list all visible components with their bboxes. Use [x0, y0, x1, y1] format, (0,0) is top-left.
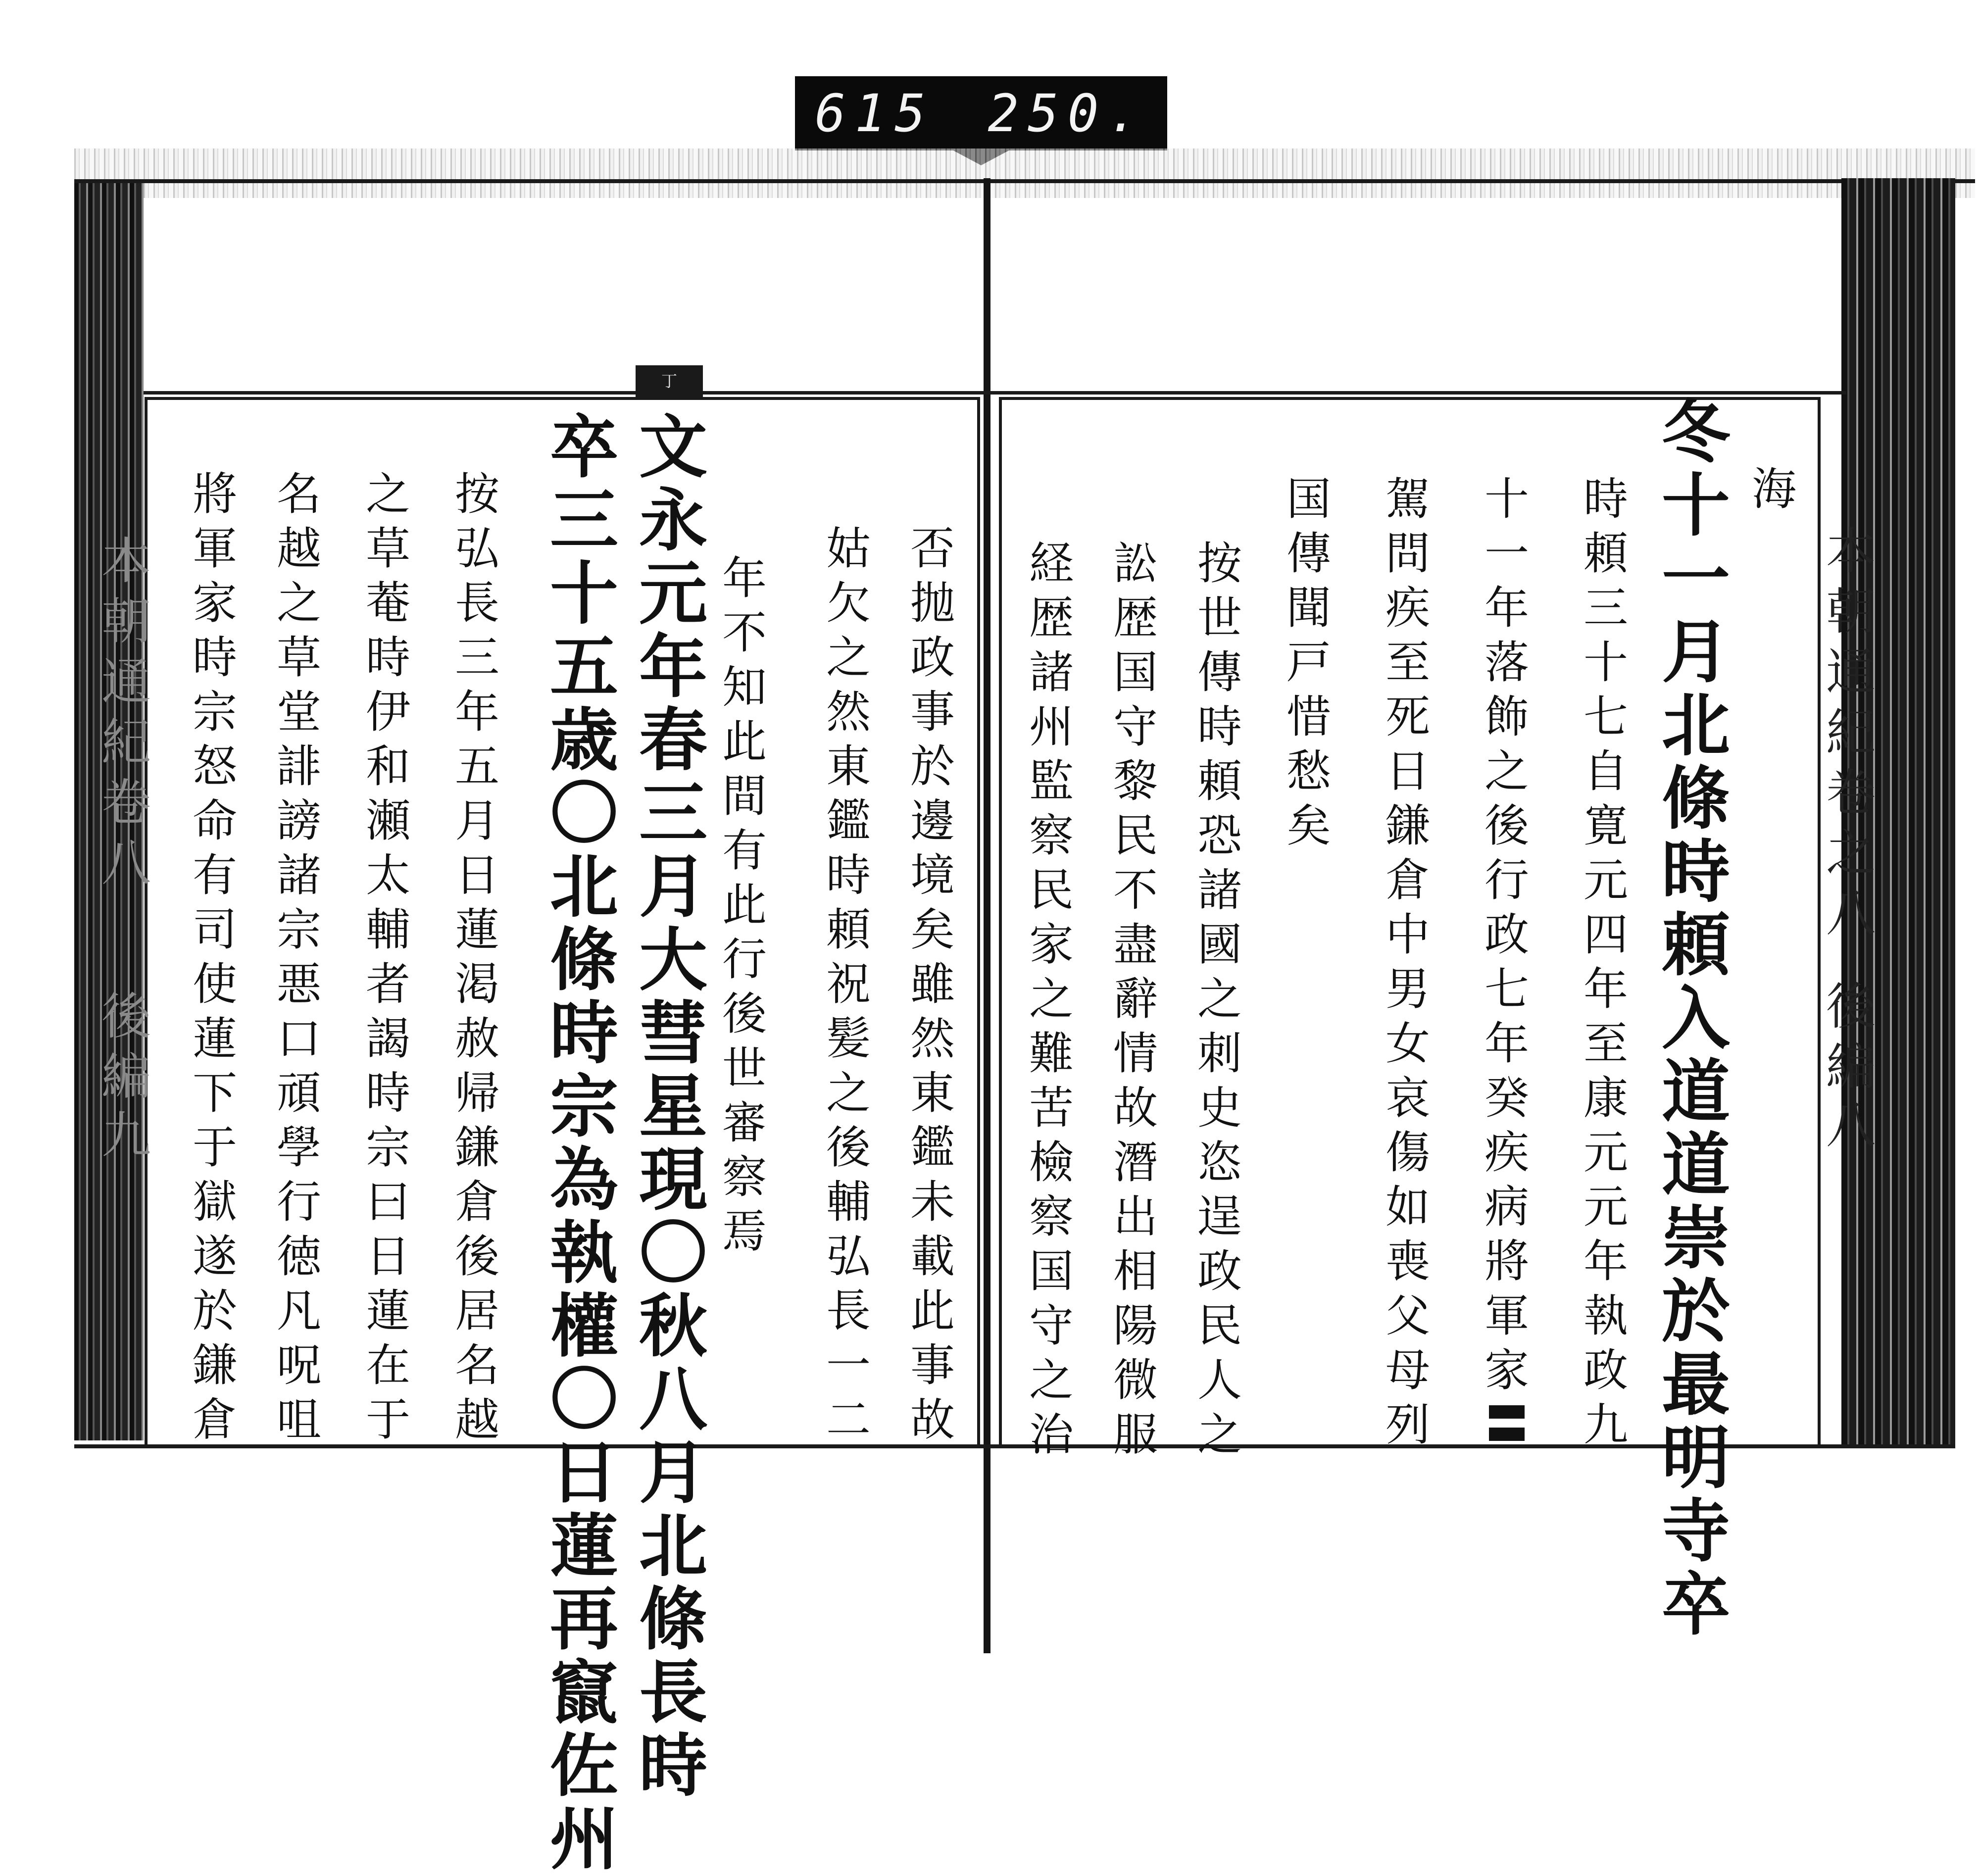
left-page-col-1: 否抛政事於邊境矣雖然東鑑未載此事故: [902, 525, 954, 1450]
scan-grain-band: [74, 148, 1975, 198]
frame-counter-right: 250.: [988, 83, 1147, 144]
right-margin-title: 本朝通紀卷之八: [1818, 525, 1876, 947]
right-page-col-7: 按世傳時頼恐諸國之刺史恣逞政民人之: [1189, 540, 1241, 1465]
right-page-col-4: 十一年落飾之後行政七年癸疾病將軍家〓: [1477, 475, 1529, 1455]
left-page-col-3: 年不知此間有此行後世審察焉: [714, 554, 766, 1262]
left-page-col-4-heading: 文永元年春三月大彗星現〇秋八月北條長時: [628, 411, 708, 1803]
left-margin-section: 後編: [93, 990, 151, 1111]
center-gutter: [984, 178, 990, 1653]
right-margin-section: 後編: [1818, 980, 1876, 1101]
left-margin-title: 本朝通紀卷八: [93, 535, 151, 897]
frame-counter-left: 615: [815, 83, 935, 144]
left-page-col-8: 名越之草堂誹謗諸宗悪口頑學行徳凡呪咀: [269, 470, 321, 1450]
left-page-col-5-heading: 卒三十五歳〇北條時宗為執權〇日蓮再竄佐州: [539, 411, 619, 1876]
right-page-col-2-heading: 冬十一月北條時頼入道道崇於最明寺卒: [1650, 396, 1731, 1641]
right-page-col-9: 経歴諸州監察民家之難苦檢察国守之治: [1021, 540, 1073, 1465]
right-margin-page: 八: [1818, 1099, 1876, 1159]
right-page-col-8: 訟歴国守黎民不盡辭情故潛出相陽微服: [1105, 540, 1157, 1465]
left-page-col-9: 將軍家時宗怒命有司使蓮下于獄遂於鎌倉: [185, 470, 237, 1450]
top-edge-rule: [74, 179, 1975, 183]
left-page-col-6: 按弘長三年五月日蓮渇赦帰鎌倉後居名越: [447, 470, 499, 1450]
left-page-col-7: 之草菴時伊和瀬太輔者謁時宗曰日蓮在于: [358, 470, 410, 1450]
right-page-col-3: 時頼三十七自寛元四年至康元元年執政九: [1576, 475, 1628, 1455]
right-page-col-6: 国傳聞戸惜愁矣: [1279, 475, 1331, 856]
right-page-col-1: 海: [1744, 465, 1796, 520]
page-tab-mark: 丁: [636, 365, 703, 397]
frame-counter-label: [795, 76, 1167, 150]
right-page-col-5: 駕問疾至死日鎌倉中男女哀傷如喪父母列: [1378, 475, 1430, 1455]
upper-page-rule: [144, 391, 1846, 395]
left-page-col-2: 姑欠之然東鑑時頼祝髪之後輔弘長一二: [818, 525, 870, 1450]
left-margin-page: 九: [93, 1109, 151, 1169]
